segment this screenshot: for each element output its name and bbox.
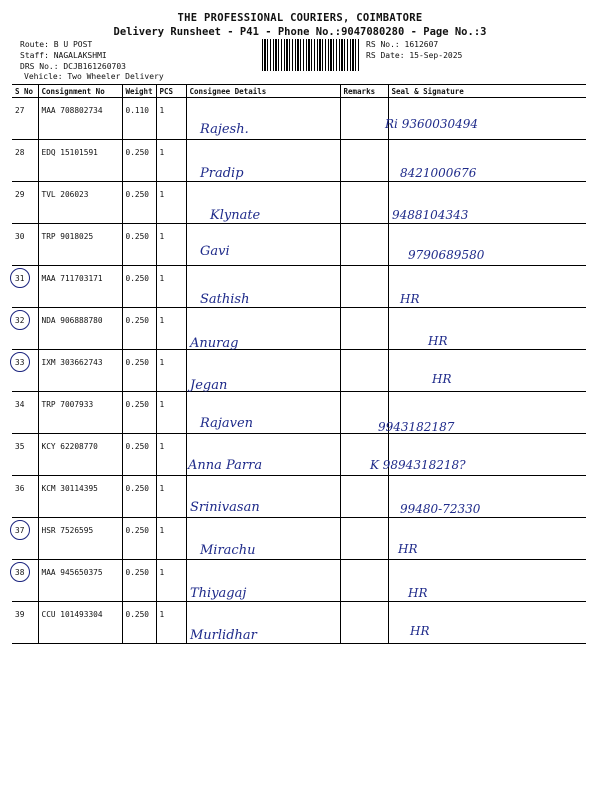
handwritten-signature: HR	[432, 372, 452, 386]
row-remarks-cell	[340, 140, 388, 182]
row-weight-value: 0.110	[125, 106, 149, 115]
handwritten-consignee: Rajesh.	[200, 122, 249, 137]
row-remarks-cell	[340, 560, 388, 602]
row-sno-value: 31	[15, 274, 25, 283]
row-sno-value: 33	[15, 358, 25, 367]
row-sno-value: 36	[15, 484, 25, 493]
row-consignment-no-value: MAA 708802734	[41, 106, 103, 115]
row-consignment-no-value: MAA 945650375	[41, 568, 103, 577]
handwritten-consignee: Srinivasan	[190, 500, 260, 515]
row-remarks-cell	[340, 602, 388, 644]
row-sno-value: 38	[15, 568, 25, 577]
row-weight	[122, 182, 156, 224]
rs-number: RS No.: 1612607	[366, 40, 439, 49]
row-weight	[122, 518, 156, 560]
row-sno	[12, 560, 38, 602]
row-consignment-no	[38, 140, 122, 182]
handwritten-signature: 9488104343	[392, 208, 469, 222]
row-weight-value: 0.250	[125, 526, 149, 535]
handwritten-consignee: Pradip	[200, 166, 244, 181]
row-pcs	[156, 434, 186, 476]
row-sno	[12, 182, 38, 224]
handwritten-signature: HR	[398, 542, 418, 556]
table-row	[12, 308, 586, 350]
row-pcs-value: 1	[159, 610, 165, 619]
row-remarks-cell	[340, 98, 388, 140]
row-weight	[122, 350, 156, 392]
row-pcs-value: 1	[159, 400, 165, 409]
table-row	[12, 140, 586, 182]
row-weight-value: 0.250	[125, 148, 149, 157]
row-weight-value: 0.250	[125, 232, 149, 241]
row-pcs	[156, 224, 186, 266]
handwritten-consignee: Gavi	[200, 244, 230, 259]
table-row	[12, 560, 586, 602]
handwritten-consignee: Jegan	[190, 378, 228, 393]
row-sno	[12, 140, 38, 182]
row-consignment-no	[38, 392, 122, 434]
row-weight-value: 0.250	[125, 484, 149, 493]
row-consignment-no-value: KCY 62208770	[41, 442, 98, 451]
row-weight-value: 0.250	[125, 190, 149, 199]
col-consignee-header: Consignee Details	[186, 85, 340, 98]
row-consignment-no	[38, 560, 122, 602]
row-pcs-value: 1	[159, 442, 165, 451]
col-weight-header: Weight	[122, 85, 156, 98]
handwritten-signature: 8421000676	[400, 166, 477, 180]
row-weight	[122, 434, 156, 476]
table-header-row	[12, 85, 586, 98]
handwritten-consignee: Anurag	[190, 336, 239, 351]
row-consignment-no-value: NDA 906888780	[41, 316, 103, 325]
row-pcs	[156, 602, 186, 644]
row-sno-value: 37	[15, 526, 25, 535]
col-sno-header: S No	[12, 85, 38, 98]
col-seal-header: Seal & Signature	[388, 85, 586, 98]
handwritten-consignee: Mirachu	[200, 543, 256, 558]
row-pcs	[156, 266, 186, 308]
route-label: Route: B U POST	[20, 40, 93, 49]
row-seal-cell	[388, 308, 586, 350]
drs-number: DRS No.: DCJB161260703	[20, 62, 126, 71]
handwritten-consignee: Rajaven	[200, 416, 254, 431]
row-weight-value: 0.250	[125, 316, 149, 325]
runsheet-title: Delivery Runsheet - P41 - Phone No.:9047080280 - Page No.:3	[113, 26, 487, 38]
row-pcs-value: 1	[159, 316, 165, 325]
row-consignment-no-value: TRP 9018025	[41, 232, 94, 241]
row-weight	[122, 98, 156, 140]
row-pcs-value: 1	[159, 568, 165, 577]
row-pcs	[156, 350, 186, 392]
row-weight	[122, 266, 156, 308]
col-consignment-header: Consignment No	[38, 85, 122, 98]
col-remarks-header: Remarks	[340, 85, 388, 98]
table-row	[12, 602, 586, 644]
row-sno	[12, 392, 38, 434]
row-consignment-no-value: CCU 101493304	[41, 610, 103, 619]
row-consignment-no	[38, 308, 122, 350]
row-pcs-value: 1	[159, 358, 165, 367]
row-remarks-cell	[340, 350, 388, 392]
row-sno	[12, 434, 38, 476]
row-seal-cell	[388, 350, 586, 392]
row-consignment-no-value: TVL 206023	[41, 190, 89, 199]
row-consignment-no	[38, 476, 122, 518]
table-row	[12, 224, 586, 266]
row-consignment-no	[38, 182, 122, 224]
row-weight-value: 0.250	[125, 400, 149, 409]
table-row	[12, 266, 586, 308]
handwritten-signature: 9943182187	[378, 420, 455, 434]
row-weight-value: 0.250	[125, 442, 149, 451]
row-sno-value: 30	[15, 232, 25, 241]
row-pcs-value: 1	[159, 232, 165, 241]
row-consignment-no	[38, 98, 122, 140]
row-weight	[122, 476, 156, 518]
row-sno	[12, 308, 38, 350]
handwritten-signature: Ri 9360030494	[385, 117, 479, 131]
row-consignment-no-value: IXM 303662743	[41, 358, 103, 367]
handwritten-consignee: Sathish	[200, 292, 250, 307]
handwritten-signature: HR	[428, 334, 448, 348]
col-pcs-header: PCS	[156, 85, 186, 98]
row-sno	[12, 224, 38, 266]
row-remarks-cell	[340, 266, 388, 308]
table-row	[12, 392, 586, 434]
row-pcs	[156, 98, 186, 140]
table-row	[12, 476, 586, 518]
handwritten-signature: 99480-72330	[400, 502, 481, 516]
table-body	[12, 98, 586, 644]
row-sno-value: 34	[15, 400, 25, 409]
row-pcs-value: 1	[159, 274, 165, 283]
row-pcs	[156, 476, 186, 518]
handwritten-consignee: Thiyagaj	[190, 586, 247, 601]
handwritten-signature: HR	[400, 292, 420, 306]
handwritten-signature: K 9894318218?	[370, 458, 466, 472]
row-consignment-no	[38, 224, 122, 266]
table-row	[12, 434, 586, 476]
row-consignment-no	[38, 602, 122, 644]
row-remarks-cell	[340, 182, 388, 224]
row-sno	[12, 476, 38, 518]
row-sno-value: 27	[15, 106, 25, 115]
row-remarks-cell	[340, 476, 388, 518]
row-pcs	[156, 182, 186, 224]
company-title: THE PROFESSIONAL COURIERS, COIMBATORE	[177, 12, 423, 24]
row-weight-value: 0.250	[125, 610, 149, 619]
row-pcs-value: 1	[159, 526, 165, 535]
row-sno-value: 35	[15, 442, 25, 451]
handwritten-signature: HR	[410, 624, 430, 638]
row-pcs	[156, 308, 186, 350]
row-consignment-no-value: MAA 711703171	[41, 274, 103, 283]
row-sno-value: 32	[15, 316, 25, 325]
handwritten-signature: 9790689580	[408, 248, 485, 262]
row-consignment-no	[38, 434, 122, 476]
row-consignment-no	[38, 350, 122, 392]
handwritten-consignee: Murlidhar	[190, 628, 257, 643]
table-row	[12, 350, 586, 392]
table-row	[12, 98, 586, 140]
table-row	[12, 518, 586, 560]
row-weight	[122, 308, 156, 350]
row-weight	[122, 224, 156, 266]
handwritten-signature: HR	[408, 586, 428, 600]
row-weight	[122, 140, 156, 182]
row-consignment-no-value: EDQ 15101591	[41, 148, 98, 157]
row-weight	[122, 560, 156, 602]
row-remarks-cell	[340, 308, 388, 350]
row-pcs-value: 1	[159, 106, 165, 115]
handwritten-consignee: Klynate	[210, 208, 261, 223]
row-consignment-no	[38, 518, 122, 560]
staff-label: Staff: NAGALAKSHMI	[20, 51, 107, 60]
row-sno	[12, 518, 38, 560]
row-remarks-cell	[340, 224, 388, 266]
row-consignment-no-value: TRP 7007933	[41, 400, 94, 409]
row-sno	[12, 350, 38, 392]
runsheet-table	[12, 84, 586, 644]
row-pcs-value: 1	[159, 148, 165, 157]
row-pcs-value: 1	[159, 484, 165, 493]
rs-date: RS Date: 15-Sep-2025	[366, 51, 463, 60]
row-sno-value: 28	[15, 148, 25, 157]
row-pcs-value: 1	[159, 190, 165, 199]
row-pcs	[156, 560, 186, 602]
barcode-image	[262, 39, 360, 71]
row-sno-value: 29	[15, 190, 25, 199]
handwritten-consignee: Anna Parra	[188, 458, 263, 473]
row-weight-value: 0.250	[125, 274, 149, 283]
row-sno-value: 39	[15, 610, 25, 619]
row-pcs	[156, 140, 186, 182]
row-sno	[12, 266, 38, 308]
row-sno	[12, 98, 38, 140]
row-consignment-no-value: KCM 30114395	[41, 484, 98, 493]
row-weight-value: 0.250	[125, 358, 149, 367]
row-consignment-no-value: HSR 7526595	[41, 526, 94, 535]
row-sno	[12, 602, 38, 644]
vehicle-label: Vehicle: Two Wheeler Delivery	[24, 72, 164, 81]
row-pcs	[156, 392, 186, 434]
row-weight	[122, 602, 156, 644]
row-consignment-no	[38, 266, 122, 308]
row-remarks-cell	[340, 518, 388, 560]
row-weight	[122, 392, 156, 434]
table-row	[12, 182, 586, 224]
row-weight-value: 0.250	[125, 568, 149, 577]
row-pcs	[156, 518, 186, 560]
